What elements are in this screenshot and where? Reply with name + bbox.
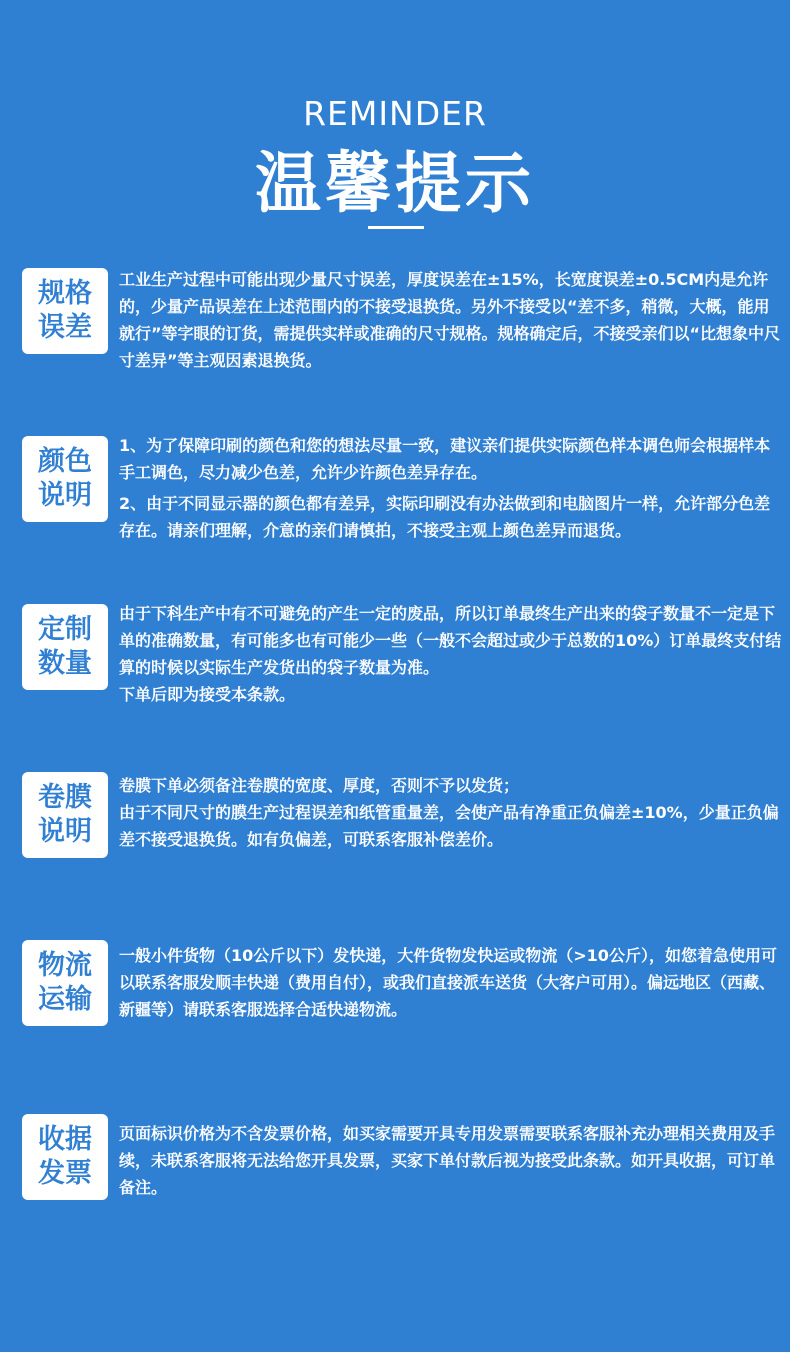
section-body [119, 772, 783, 853]
section-label: 规格误差 [38, 278, 92, 343]
section-badge [22, 940, 108, 1026]
section-badge [22, 1114, 108, 1200]
paragraph: 2、由于不同显示器的颜色都有差异，实际印刷没有办法做到和电脑图片一样，允许部分色差存在。请亲们理解，介意的亲们请慎拍，不接受主观上颜色差异而退货。 [119, 494, 771, 540]
title-divider [368, 226, 424, 229]
section-label: 卷膜说明 [38, 782, 92, 847]
paragraph: 由于下科生产中有不可避免的产生一定的废品，所以订单最终生产出来的袋子数量不一定是下单的准确数量，有可能多也有可能少一些（一般不会超过或少于总数的10%）订单最终支付结算的时候以实际生产发货出的袋子数量为准。 [119, 604, 782, 677]
section-badge [22, 604, 108, 690]
paragraph: 1、为了保障印刷的颜色和您的想法尽量一致，建议亲们提供实际颜色样本调色师会根据样本手工调色，尽力减少色差，允许少许颜色差异存在。 [119, 436, 771, 482]
page-title: 温馨提示 [255, 145, 535, 222]
paragraph: 卷膜下单必须备注卷膜的宽度、厚度，否则不予以发货； [119, 776, 520, 795]
section-label: 定制数量 [38, 614, 92, 679]
section-label: 颜色说明 [38, 446, 92, 511]
section-badge [22, 436, 108, 522]
section-body [119, 432, 783, 544]
paragraph: 下单后即为接受本条款。 [119, 685, 296, 704]
section-badge [22, 772, 108, 858]
section-label: 收据发票 [38, 1124, 92, 1189]
section-label: 物流运输 [38, 950, 92, 1015]
paragraph: 一般小件货物（10公斤以下）发快递，大件货物发快运或物流（>10公斤），如您着急使用可以联系客服发顺丰快递（费用自付），或我们直接派车送货（大客户可用）。偏远地区（西藏、新疆等）请联系客服选择合适快递物流。 [119, 946, 777, 1019]
section-badge [22, 268, 108, 354]
section-body [119, 266, 783, 374]
section-body [119, 1120, 783, 1201]
reminder-subtitle: REMINDER [303, 94, 487, 133]
section-body [119, 600, 783, 708]
paragraph: 页面标识价格为不含发票价格，如买家需要开具专用发票需要联系客服补充办理相关费用及手续，未联系客服将无法给您开具发票，买家下单付款后视为接受此条款。如开具收据，可订单备注。 [119, 1124, 776, 1197]
paragraph: 由于不同尺寸的膜生产过程误差和纸管重量差，会使产品有净重正负偏差±10%，少量正负偏差不接受退换货。如有负偏差，可联系客服补偿差价。 [119, 803, 779, 849]
paragraph: 工业生产过程中可能出现少量尺寸误差，厚度误差在±15%，长宽度误差±0.5CM内是允许的，少量产品误差在上述范围内的不接受退换货。另外不接受以“差不多，稍微，大概，能用就行”等字眼的订货，需提供实样或准确的尺寸规格。规格确定后，不接受亲们以“比想象中尺寸差异”等主观因素退换货。 [119, 270, 781, 370]
section-body [119, 942, 783, 1023]
